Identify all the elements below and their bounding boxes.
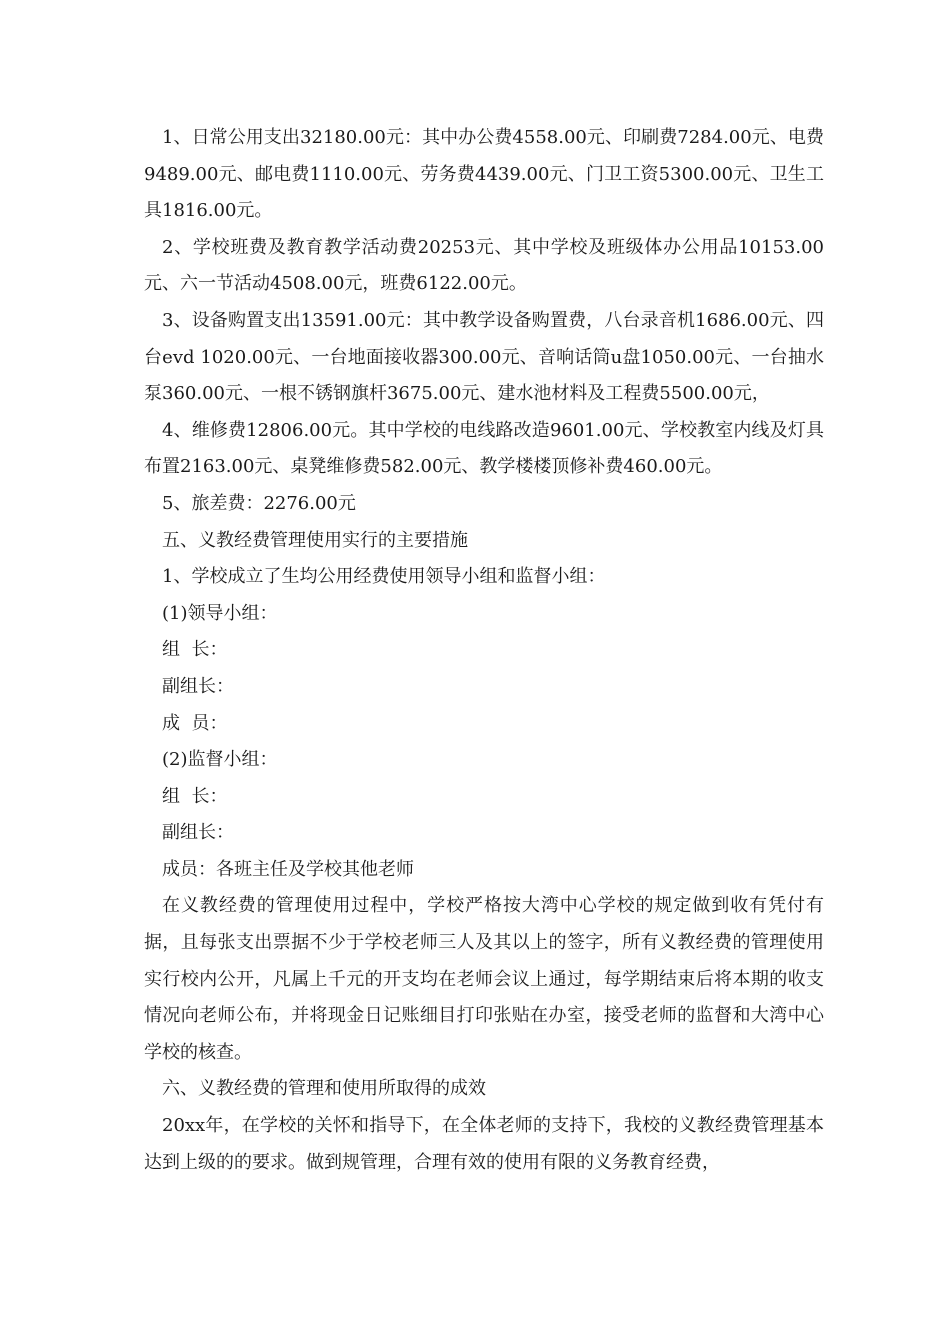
paragraph-results: 20xx年，在学校的关怀和指导下，在全体老师的支持下，我校的义教经费管理基本达到上级的的要求。做到规管理，合理有效的使用有限的义务教育经费，	[144, 1115, 824, 1173]
supervision-members-field: 成员：各班主任及学校其他老师	[162, 858, 414, 880]
document-body	[144, 120, 824, 1181]
members-field: 成 员：	[162, 712, 228, 734]
paragraph-management-process: 在义教经费的管理使用过程中，学校严格按大湾中心学校的规定做到收有凭付有据，且每张支出票据不少于学校老师三人及其以上的签字，所有义教经费的管理使用实行校内公开，凡属上千元的开支均在老师会议上通过，每学期结束后将本期的收支情况向老师公布，并将现金日记账细目打印张贴在办室，接受老师的监督和大湾中心学校的核查。	[144, 895, 824, 1063]
supervision-deputy-field: 副组长：	[162, 822, 234, 844]
paragraph-daily-expenses: 1、日常公用支出32180.00元：其中办公费4558.00元、印刷费7284.00元、电费9489.00元、邮电费1110.00元、劳务费4439.00元、门卫工资5300.00元、卫生工具1816.00元。	[144, 127, 824, 222]
leadership-group-label: (1)领导小组：	[162, 602, 278, 624]
section-heading-measures: 五、义教经费管理使用实行的主要措施	[162, 529, 468, 551]
section-heading-results: 六、义教经费的管理和使用所取得的成效	[162, 1078, 486, 1100]
supervision-leader-field: 组 长：	[162, 785, 228, 807]
paragraph-class-fees: 2、学校班费及教育教学活动费20253元、其中学校及班级体办公用品10153.00元、六一节活动4508.00元，班费6122.00元。	[144, 236, 824, 295]
paragraph-groups: 1、学校成立了生均公用经费使用领导小组和监督小组：	[162, 566, 606, 588]
deputy-leader-field: 副组长：	[162, 675, 234, 697]
paragraph-travel: 5、旅差费：2276.00元	[162, 492, 356, 514]
supervision-group-label: (2)监督小组：	[162, 749, 278, 771]
paragraph-maintenance: 4、维修费12806.00元。其中学校的电线路改造9601.00元、学校教室内线及灯具布置2163.00元、桌凳维修费582.00元、教学楼楼顶修补费460.00元。	[144, 419, 824, 478]
paragraph-equipment: 3、设备购置支出13591.00元：其中教学设备购置费，八台录音机1686.00元、四台evd 1020.00元、一台地面接收器300.00元、音响话筒u盘1050.00元、一台抽水泵360.00元、一根不锈钢旗杆3675.00元、建水池材料及工程费5500.00元，	[144, 309, 824, 405]
leader-field: 组 长：	[162, 639, 228, 661]
